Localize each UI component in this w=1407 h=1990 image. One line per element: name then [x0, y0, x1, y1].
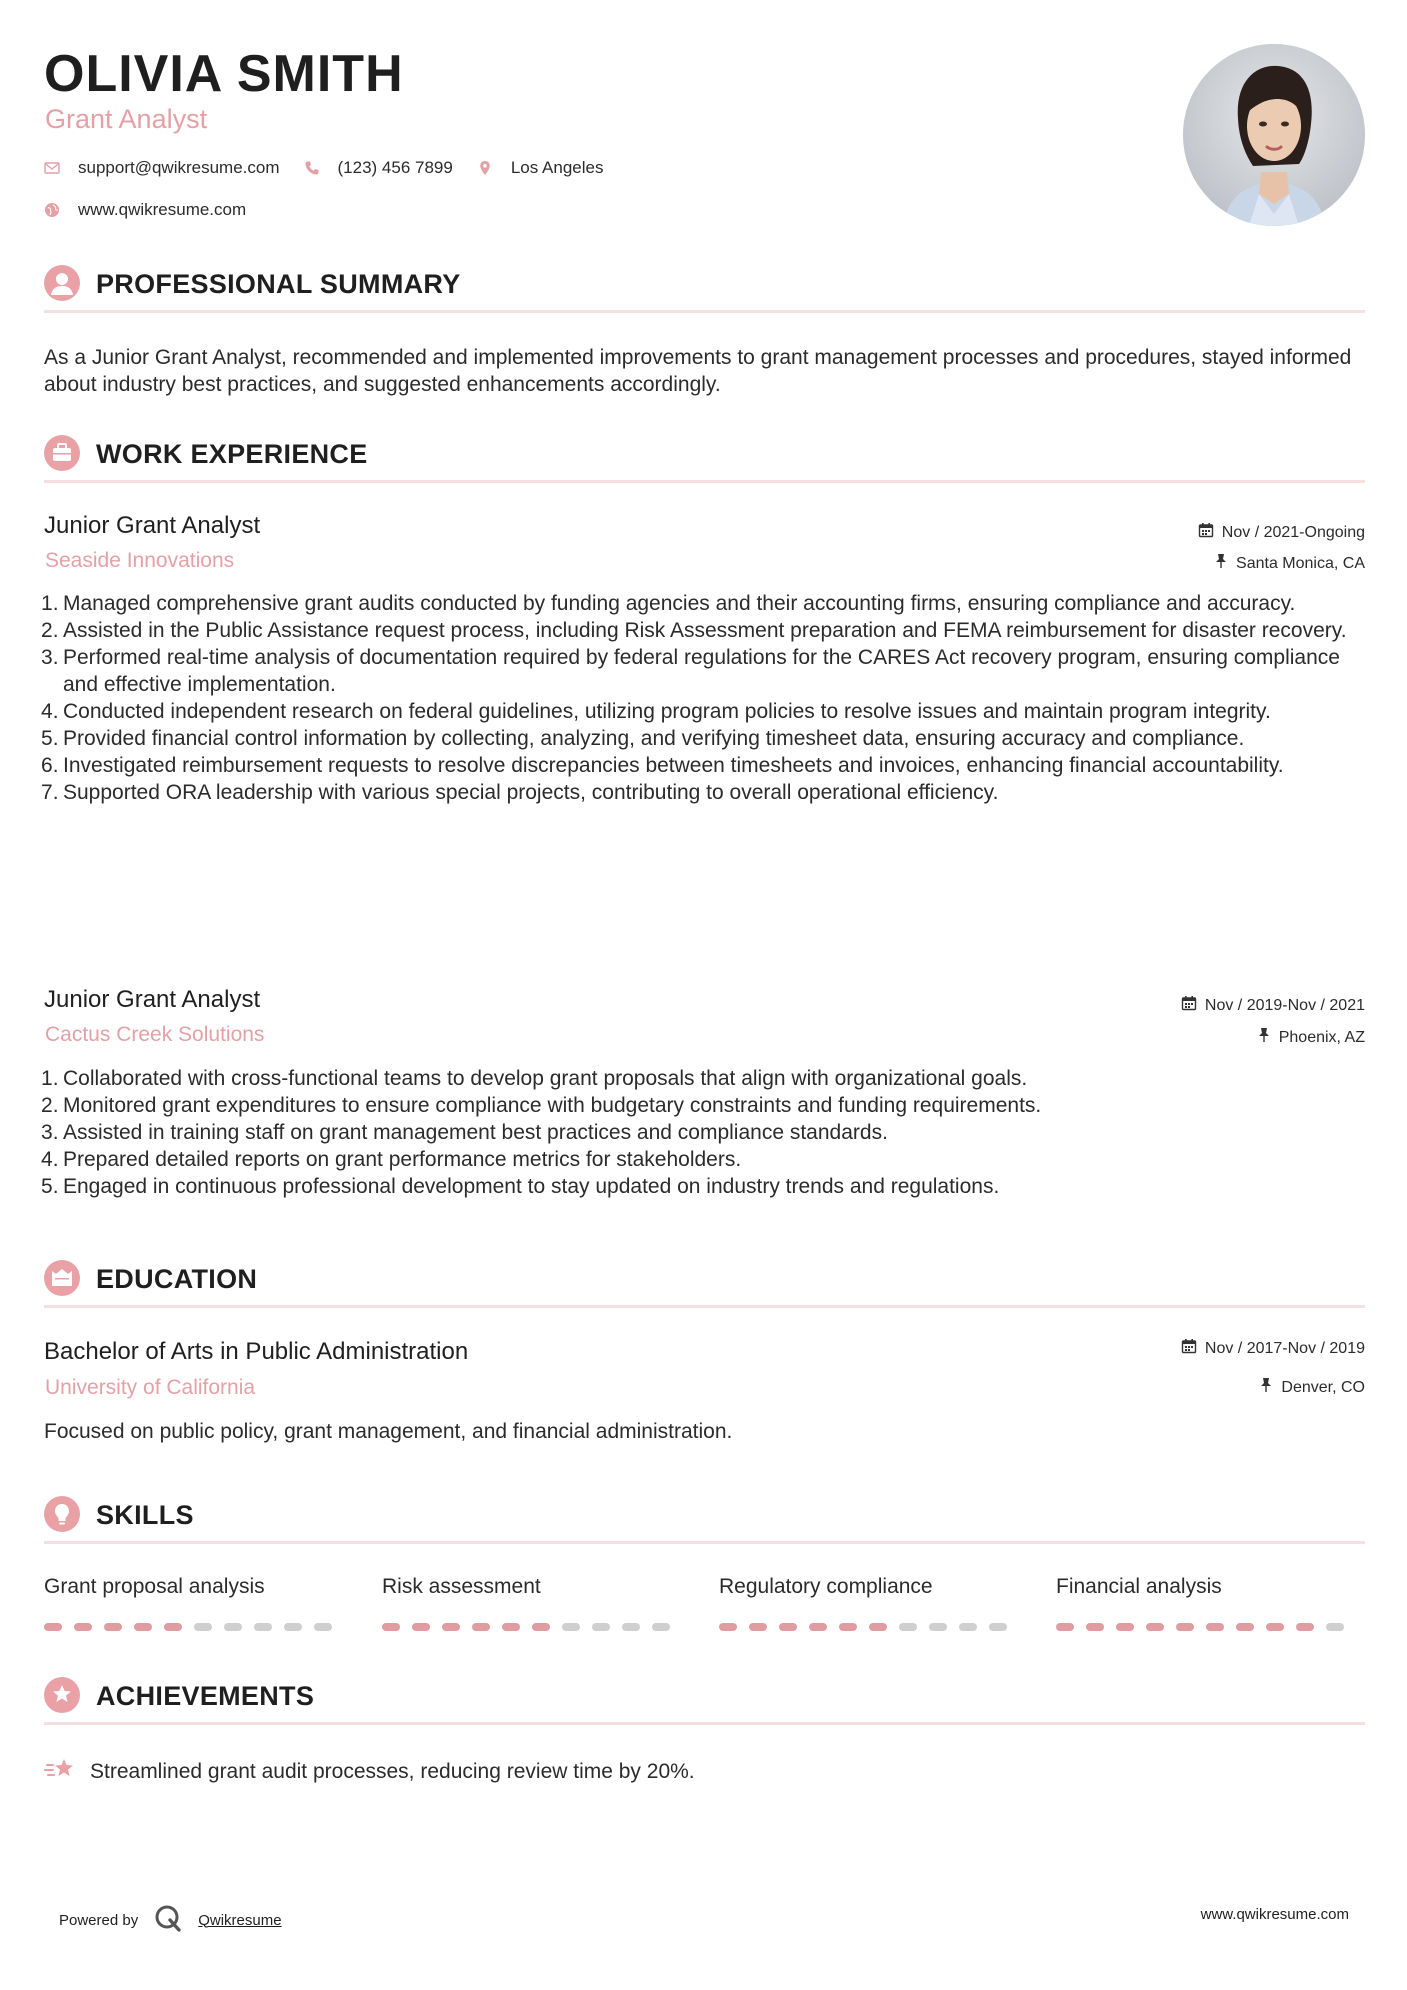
skill-segment-filled	[532, 1623, 550, 1631]
profile-photo	[1183, 44, 1365, 226]
contact-row-website	[44, 200, 270, 220]
list-item: Assisted in training staff on grant management best practices and compliance standards.	[63, 1121, 888, 1144]
calendar-icon	[1181, 995, 1197, 1016]
skill-segment-empty	[224, 1623, 242, 1631]
skill-segment-filled	[382, 1623, 400, 1631]
skill-segment-filled	[719, 1623, 737, 1631]
section-title-achievements: ACHIEVEMENTS	[96, 1681, 315, 1711]
skill-segment-filled	[1296, 1623, 1314, 1631]
skill-level-bar	[382, 1623, 682, 1631]
footer-url[interactable]: www.qwikresume.com	[1200, 1906, 1349, 1923]
company-name: Cactus Creek Solutions	[45, 1023, 265, 1046]
skill-name: Financial analysis	[1056, 1575, 1222, 1598]
section-experience-header	[44, 433, 1365, 483]
star-badge-icon	[44, 1677, 80, 1713]
section-title-education: EDUCATION	[96, 1264, 258, 1294]
company-name: Seaside Innovations	[45, 549, 235, 572]
footer-branding	[59, 1904, 282, 1936]
section-title-experience: WORK EXPERIENCE	[96, 439, 368, 469]
section-skills-header	[44, 1494, 1365, 1544]
skill-segment-filled	[749, 1623, 767, 1631]
skill-item	[44, 1575, 344, 1631]
section-title-summary: PROFESSIONAL SUMMARY	[96, 269, 461, 299]
lightbulb-icon	[44, 1496, 80, 1532]
job-location	[1257, 1027, 1365, 1048]
graduation-cap-icon	[44, 1260, 80, 1296]
candidate-title: Grant Analyst	[45, 104, 208, 134]
skill-segment-empty	[959, 1623, 977, 1631]
skill-segment-empty	[929, 1623, 947, 1631]
skill-segment-filled	[472, 1623, 490, 1631]
skill-segment-empty	[989, 1623, 1007, 1631]
skill-name: Grant proposal analysis	[44, 1575, 265, 1598]
education-dates	[1181, 1338, 1365, 1359]
contact-location	[477, 158, 604, 178]
list-item: Collaborated with cross-functional teams to develop grant proposals that align with organizational goals.	[63, 1067, 1028, 1090]
skill-segment-filled	[839, 1623, 857, 1631]
shooting-star-icon	[44, 1755, 78, 1789]
skill-segment-filled	[164, 1623, 182, 1631]
skill-segment-filled	[1236, 1623, 1254, 1631]
job-dates	[1198, 522, 1365, 543]
summary-text: As a Junior Grant Analyst, recommended and implemented improvements to grant management processes and procedures, stayed informed about industry best practices, and suggested enhancements accordingly.	[44, 346, 1352, 396]
skill-segment-empty	[899, 1623, 917, 1631]
list-item: Performed real-time analysis of documentation required by federal regulations for the CARES Act recovery program, ensuring compliance and effective implementation.	[63, 646, 1340, 696]
skill-level-bar	[719, 1623, 1019, 1631]
skill-item	[1056, 1575, 1356, 1631]
email-text: support@qwikresume.com	[78, 158, 280, 177]
skill-segment-filled	[809, 1623, 827, 1631]
pushpin-icon	[1259, 1377, 1273, 1398]
education-location-text: Denver, CO	[1281, 1378, 1365, 1396]
achievement-item	[44, 1755, 695, 1789]
contact-email[interactable]	[44, 158, 280, 178]
section-achievements-header	[44, 1675, 1365, 1725]
skill-segment-empty	[562, 1623, 580, 1631]
envelope-icon	[44, 160, 60, 176]
skill-segment-filled	[412, 1623, 430, 1631]
calendar-icon	[1181, 1338, 1197, 1359]
job-location	[1214, 553, 1365, 574]
job-location-text: Phoenix, AZ	[1278, 1028, 1365, 1046]
pushpin-icon	[1257, 1027, 1271, 1048]
phone-icon	[304, 160, 320, 176]
website-text: www.qwikresume.com	[78, 200, 247, 219]
skill-segment-filled	[1206, 1623, 1224, 1631]
job-bullets	[44, 1065, 1369, 1200]
contact-row	[44, 158, 627, 178]
job-location-text: Santa Monica, CA	[1236, 554, 1365, 572]
pushpin-icon	[1214, 553, 1228, 574]
globe-icon	[44, 202, 60, 218]
skill-segment-filled	[1146, 1623, 1164, 1631]
skill-segment-empty	[314, 1623, 332, 1631]
job-dates	[1181, 995, 1365, 1016]
achievement-text: Streamlined grant audit processes, reducing review time by 20%.	[90, 1760, 695, 1783]
section-education-header	[44, 1258, 1365, 1308]
skill-segment-filled	[74, 1623, 92, 1631]
qwikresume-link[interactable]: Qwikresume	[198, 1911, 282, 1929]
school-name: University of California	[45, 1376, 256, 1399]
powered-by-label: Powered by	[59, 1911, 139, 1929]
skill-segment-empty	[194, 1623, 212, 1631]
skill-level-bar	[1056, 1623, 1356, 1631]
contact-phone[interactable]	[304, 158, 453, 178]
degree-title: Bachelor of Arts in Public Administration	[44, 1338, 469, 1365]
calendar-icon	[1198, 522, 1214, 543]
skill-segment-filled	[869, 1623, 887, 1631]
skill-segment-empty	[284, 1623, 302, 1631]
skill-segment-empty	[652, 1623, 670, 1631]
skill-segment-empty	[622, 1623, 640, 1631]
list-item: Prepared detailed reports on grant performance metrics for stakeholders.	[63, 1148, 742, 1171]
skill-name: Risk assessment	[382, 1575, 541, 1598]
skill-segment-filled	[1176, 1623, 1194, 1631]
job-bullets	[44, 590, 1369, 806]
skill-segment-filled	[779, 1623, 797, 1631]
candidate-name: OLIVIA SMITH	[44, 45, 404, 103]
skill-segment-filled	[502, 1623, 520, 1631]
list-item: Monitored grant expenditures to ensure compliance with budgetary constraints and funding requirements.	[63, 1094, 1042, 1117]
contact-website[interactable]	[44, 200, 246, 220]
education-dates-text: Nov / 2017-Nov / 2019	[1204, 1339, 1365, 1357]
qwikresume-logo-icon	[154, 1904, 182, 1936]
education-description: Focused on public policy, grant management, and financial administration.	[44, 1420, 733, 1443]
section-title-skills: SKILLS	[96, 1500, 194, 1530]
map-pin-icon	[477, 160, 493, 176]
list-item: Supported ORA leadership with various special projects, contributing to overall operational efficiency.	[63, 781, 999, 804]
skill-level-bar	[44, 1623, 344, 1631]
education-location	[1259, 1377, 1365, 1398]
skill-segment-filled	[442, 1623, 460, 1631]
location-text: Los Angeles	[510, 158, 604, 177]
user-icon	[44, 265, 80, 301]
phone-text: (123) 456 7899	[337, 158, 453, 177]
job-title: Junior Grant Analyst	[44, 986, 261, 1013]
skill-segment-filled	[1056, 1623, 1074, 1631]
job-dates-text: Nov / 2019-Nov / 2021	[1204, 996, 1365, 1014]
skill-segment-filled	[134, 1623, 152, 1631]
skill-segment-filled	[1086, 1623, 1104, 1631]
skill-segment-filled	[1116, 1623, 1134, 1631]
skill-item	[719, 1575, 1019, 1631]
briefcase-icon	[44, 435, 80, 471]
skill-segment-empty	[592, 1623, 610, 1631]
list-item: Conducted independent research on federal guidelines, utilizing program policies to resolve issues and maintain program integrity.	[63, 700, 1271, 723]
job-title: Junior Grant Analyst	[44, 512, 261, 539]
skill-segment-filled	[44, 1623, 62, 1631]
skill-item	[382, 1575, 682, 1631]
skill-name: Regulatory compliance	[719, 1575, 933, 1598]
list-item: Assisted in the Public Assistance request process, including Risk Assessment preparation and FEMA reimbursement for disaster recovery.	[63, 619, 1347, 642]
list-item: Engaged in continuous professional development to stay updated on industry trends and regulations.	[63, 1175, 1000, 1198]
skill-segment-empty	[254, 1623, 272, 1631]
list-item: Provided financial control information by collecting, analyzing, and verifying timesheet data, ensuring accuracy and compliance.	[63, 727, 1245, 750]
section-summary-header	[44, 263, 1365, 313]
skill-segment-empty	[1326, 1623, 1344, 1631]
skill-segment-filled	[1266, 1623, 1284, 1631]
skill-segment-filled	[104, 1623, 122, 1631]
job-dates-text: Nov / 2021-Ongoing	[1221, 523, 1365, 541]
list-item: Managed comprehensive grant audits conducted by funding agencies and their accounting firms, ensuring compliance and accuracy.	[63, 592, 1296, 615]
list-item: Investigated reimbursement requests to resolve discrepancies between timesheets and invoices, enhancing financial accountability.	[63, 754, 1284, 777]
